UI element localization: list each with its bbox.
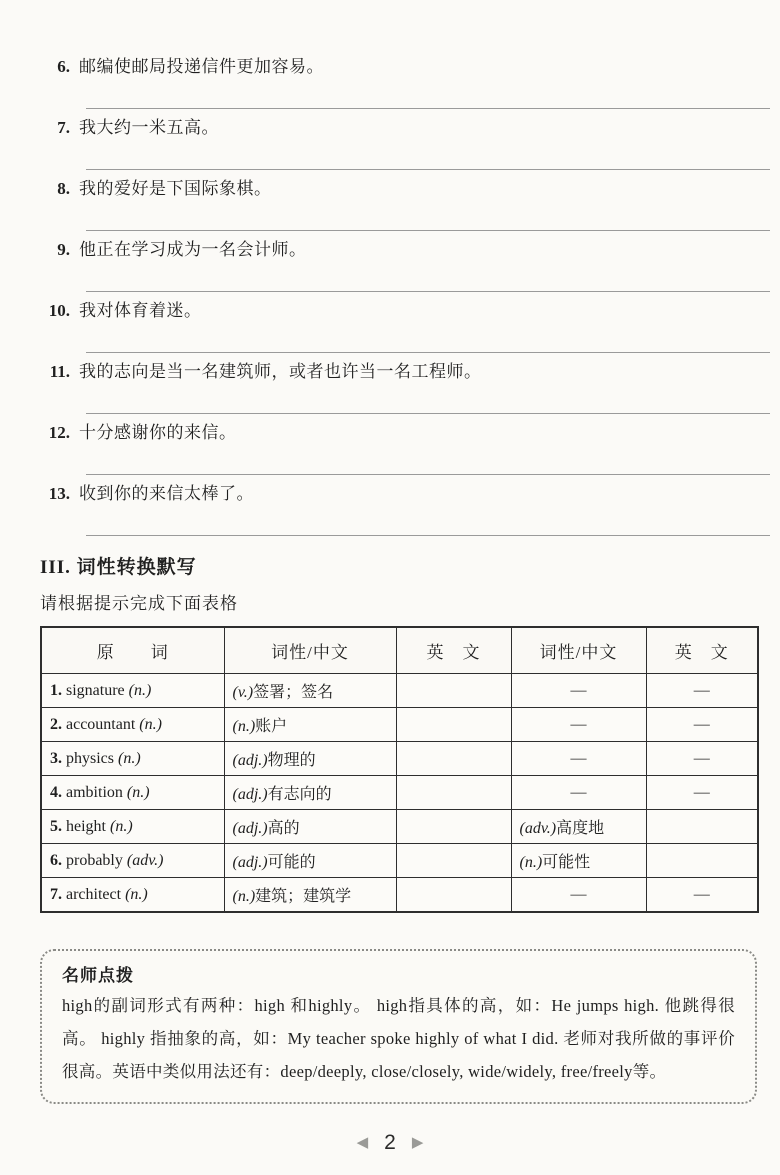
cell-english-1 (396, 708, 511, 742)
cell-pos-chinese-2: — (511, 708, 646, 742)
cell-pos-chinese-2: — (511, 742, 646, 776)
translation-item (40, 176, 770, 231)
cell-english-1 (396, 844, 511, 878)
header-english-1: 英 文 (396, 627, 511, 674)
cell-pos-chinese-1: (adj.)有志向的 (224, 776, 396, 810)
answer-blank-line (86, 384, 770, 414)
answer-blank-line (86, 201, 770, 231)
table-row (41, 674, 758, 708)
item-number: 11. (49, 362, 70, 381)
teacher-tip-box (40, 949, 757, 1104)
header-pos-chinese-1: 词性/中文 (224, 627, 396, 674)
cell-english-2 (646, 810, 758, 844)
item-text: 邮编使邮局投递信件更加容易。 (79, 57, 324, 76)
page-footer (0, 1131, 780, 1155)
table-row (41, 878, 758, 913)
section-subheading: 请根据提示完成下面表格 (40, 594, 238, 613)
cell-pos-chinese-1: (v.)签署；签名 (224, 674, 396, 708)
cell-english-1 (396, 776, 511, 810)
answer-blank-line (86, 140, 770, 170)
page-nav-prev-icon: ◀ (356, 1134, 369, 1151)
cell-pos-chinese-2: — (511, 878, 646, 913)
cell-english-2: — (646, 708, 758, 742)
pos-conversion-table (40, 626, 759, 913)
header-pos-chinese-2: 词性/中文 (511, 627, 646, 674)
item-number: 8. (57, 179, 70, 198)
item-number: 7. (57, 118, 70, 137)
tip-body: high的副词形式有两种：high 和highly。 high指具体的高，如：He jumps high. 他跳得很高。 highly 指抽象的高，如：My teacher spoke highly of what I did. 老师对我所做的事评价很高。英语中类似用法还有：deep/deeply, close/closely, wide/widely, free/freely等。 (62, 996, 735, 1081)
cell-pos-chinese-1: (n.)账户 (224, 708, 396, 742)
answer-blank-line (86, 79, 770, 109)
cell-original-word: 1. signature (n.) (41, 674, 224, 708)
cell-original-word: 3. physics (n.) (41, 742, 224, 776)
cell-english-2: — (646, 742, 758, 776)
answer-blank-line (86, 262, 770, 292)
item-number: 9. (57, 240, 70, 259)
cell-pos-chinese-1: (adj.)高的 (224, 810, 396, 844)
cell-english-1 (396, 878, 511, 913)
item-number: 6. (57, 57, 70, 76)
header-original-word: 原 词 (41, 627, 224, 674)
cell-pos-chinese-2: (n.)可能性 (511, 844, 646, 878)
table-row (41, 810, 758, 844)
cell-pos-chinese-1: (adj.)物理的 (224, 742, 396, 776)
cell-english-2 (646, 844, 758, 878)
translation-item (40, 54, 770, 109)
cell-pos-chinese-1: (adj.)可能的 (224, 844, 396, 878)
translation-item (40, 237, 770, 292)
table-row (41, 844, 758, 878)
translation-item (40, 115, 770, 170)
item-text: 我的爱好是下国际象棋。 (79, 179, 272, 198)
item-number: 12. (48, 423, 70, 442)
item-text: 我大约一米五高。 (79, 118, 219, 137)
cell-english-2: — (646, 674, 758, 708)
tip-title: 名师点拨 (62, 966, 134, 985)
cell-original-word: 7. architect (n.) (41, 878, 224, 913)
answer-blank-line (86, 506, 770, 536)
answer-blank-line (86, 323, 770, 353)
cell-pos-chinese-2: — (511, 776, 646, 810)
cell-english-2: — (646, 776, 758, 810)
page-nav-next-icon: ▶ (411, 1134, 424, 1151)
cell-original-word: 2. accountant (n.) (41, 708, 224, 742)
item-text: 十分感谢你的来信。 (79, 423, 237, 442)
cell-original-word: 6. probably (adv.) (41, 844, 224, 878)
item-text: 我对体育着迷。 (79, 301, 202, 320)
item-text: 收到你的来信太棒了。 (79, 484, 254, 503)
cell-pos-chinese-2: (adv.)高度地 (511, 810, 646, 844)
translation-item (40, 359, 770, 414)
cell-pos-chinese-2: — (511, 674, 646, 708)
cell-english-1 (396, 742, 511, 776)
header-english-2: 英 文 (646, 627, 758, 674)
translation-item (40, 298, 770, 353)
translation-item (40, 481, 770, 536)
table-row (41, 776, 758, 810)
cell-english-2: — (646, 878, 758, 913)
item-number: 10. (48, 301, 70, 320)
item-number: 13. (48, 484, 70, 503)
translation-item (40, 420, 770, 475)
cell-pos-chinese-1: (n.)建筑；建筑学 (224, 878, 396, 913)
cell-original-word: 5. height (n.) (41, 810, 224, 844)
table-header-row (41, 627, 758, 674)
cell-english-1 (396, 674, 511, 708)
answer-blank-line (86, 445, 770, 475)
cell-english-1 (396, 810, 511, 844)
table-row (41, 742, 758, 776)
section-heading: III. 词性转换默写 (40, 557, 197, 578)
page-number: 2 (384, 1131, 396, 1154)
table-row (41, 708, 758, 742)
item-text: 他正在学习成为一名会计师。 (79, 240, 307, 259)
cell-original-word: 4. ambition (n.) (41, 776, 224, 810)
item-text: 我的志向是当一名建筑师，或者也许当一名工程师。 (79, 362, 482, 381)
